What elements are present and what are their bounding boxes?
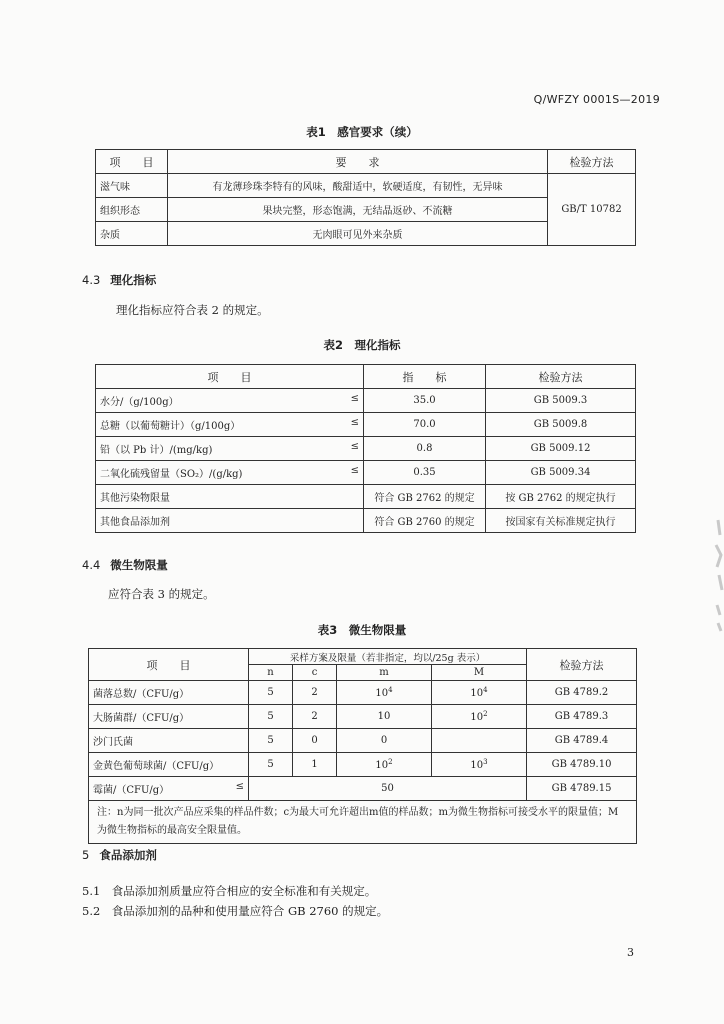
table2-method: GB 5009.8 — [486, 413, 636, 437]
table1 — [95, 149, 636, 246]
table3-method: GB 4789.10 — [527, 753, 637, 777]
table3 — [88, 648, 637, 844]
lte-symbol: ≤ — [350, 465, 359, 476]
table-row — [89, 777, 637, 801]
table2-header-method: 检验方法 — [486, 365, 636, 389]
table3-n: 5 — [249, 681, 293, 705]
table3-n: 5 — [249, 753, 293, 777]
table2-header-value: 指 标 — [364, 365, 486, 389]
table-row — [96, 437, 636, 461]
table3-header-plan: 采样方案及限量（若非指定，均以/25g 表示） — [249, 649, 527, 665]
table1-method: GB/T 10782 — [548, 174, 636, 246]
table2-value: 35.0 — [364, 389, 486, 413]
table3-limit: 50 — [249, 777, 527, 801]
table-row — [96, 509, 636, 533]
table3-c: 2 — [293, 681, 337, 705]
table3-item: 菌落总数/（CFU/g） — [89, 681, 249, 705]
table3-method: GB 4789.4 — [527, 729, 637, 753]
table2-item: 其他食品添加剂 — [96, 509, 364, 533]
clause-5-2: 5.2 食品添加剂的品种和使用量应符合 GB 2760 的规定。 — [82, 904, 389, 918]
table3-header-item: 项 目 — [89, 649, 249, 681]
table1-header-method: 检验方法 — [548, 150, 636, 174]
table3-sub-c: c — [293, 665, 337, 681]
scan-artifact — [710, 515, 724, 635]
table1-req: 有龙薄珍珠李特有的风味，酸甜适中，软硬适度，有韧性，无异味 — [168, 174, 548, 198]
table3-caption: 表3 微生物限量 — [317, 623, 407, 637]
table3-m: 10 — [337, 705, 432, 729]
standard-code: Q/WFZY 0001S—2019 — [533, 93, 660, 106]
table1-req: 果块完整，形态饱满，无结晶返砂、不流糖 — [168, 198, 548, 222]
table2-method: 按国家有关标准规定执行 — [486, 509, 636, 533]
section-4-3-heading — [82, 272, 156, 288]
table-row — [96, 413, 636, 437]
table2-value: 70.0 — [364, 413, 486, 437]
table3-c: 2 — [293, 705, 337, 729]
section-number: 4.3 — [82, 273, 101, 287]
table-row — [96, 389, 636, 413]
table2-value: 0.35 — [364, 461, 486, 485]
table2-method: GB 5009.3 — [486, 389, 636, 413]
table2-item: 水分/（g/100g） — [100, 397, 179, 408]
section-title: 微生物限量 — [110, 558, 168, 572]
table3-c: 1 — [293, 753, 337, 777]
table3-method: GB 4789.15 — [527, 777, 637, 801]
table1-item: 组织形态 — [96, 198, 168, 222]
table3-m: $10^4$ — [337, 681, 432, 705]
section-4-4-text: 应符合表 3 的规定。 — [108, 587, 215, 601]
table3-sub-n: n — [249, 665, 293, 681]
table1-header-req: 要 求 — [168, 150, 548, 174]
table3-M — [432, 729, 527, 753]
lte-symbol: ≤ — [350, 417, 359, 428]
section-4-3-text: 理化指标应符合表 2 的规定。 — [116, 303, 269, 317]
section-number: 4.4 — [82, 558, 101, 572]
table2-value: 符合 GB 2762 的规定 — [364, 485, 486, 509]
table2-value: 0.8 — [364, 437, 486, 461]
table3-item: 霉菌/（CFU/g） — [93, 785, 170, 796]
table3-n: 5 — [249, 705, 293, 729]
table1-item: 滋气味 — [96, 174, 168, 198]
lte-symbol: ≤ — [350, 393, 359, 404]
table3-header-method: 检验方法 — [527, 649, 637, 681]
table3-method: GB 4789.3 — [527, 705, 637, 729]
table2-item: 铅（以 Pb 计）/(mg/kg) — [100, 445, 213, 456]
table-row — [96, 174, 636, 198]
table2-method: 按 GB 2762 的规定执行 — [486, 485, 636, 509]
table3-M: $10^4$ — [432, 681, 527, 705]
table-row — [96, 461, 636, 485]
table1-item: 杂质 — [96, 222, 168, 246]
table2-method: GB 5009.12 — [486, 437, 636, 461]
table1-caption: 表1 感官要求（续） — [306, 125, 418, 139]
table3-item: 金黄色葡萄球菌/（CFU/g） — [89, 753, 249, 777]
clause-5-1: 5.1 食品添加剂质量应符合相应的安全标准和有关规定。 — [82, 884, 377, 898]
table2 — [95, 364, 636, 533]
table2-caption: 表2 理化指标 — [323, 338, 401, 352]
table3-m: $10^2$ — [337, 753, 432, 777]
table3-sub-m: m — [337, 665, 432, 681]
section-title: 理化指标 — [110, 273, 157, 287]
table2-item: 其他污染物限量 — [96, 485, 364, 509]
table2-method: GB 5009.34 — [486, 461, 636, 485]
table1-req: 无肉眼可见外来杂质 — [168, 222, 548, 246]
table2-item: 总糖（以葡萄糖计）（g/100g） — [100, 421, 241, 432]
lte-symbol: ≤ — [235, 781, 244, 792]
section-number: 5 — [82, 848, 90, 862]
table-row — [89, 705, 637, 729]
table-row — [89, 753, 637, 777]
table3-sub-M: M — [432, 665, 527, 681]
section-4-4-heading — [82, 557, 168, 573]
section-5-heading — [82, 847, 157, 863]
page-number: 3 — [627, 946, 634, 959]
table1-header-item: 项 目 — [96, 150, 168, 174]
section-title: 食品添加剂 — [99, 848, 157, 862]
table3-c: 0 — [293, 729, 337, 753]
table-row — [89, 681, 637, 705]
table3-M: $10^3$ — [432, 753, 527, 777]
table-row — [96, 485, 636, 509]
lte-symbol: ≤ — [350, 441, 359, 452]
table3-M: $10^2$ — [432, 705, 527, 729]
table3-item: 沙门氏菌 — [89, 729, 249, 753]
table3-n: 5 — [249, 729, 293, 753]
table3-item: 大肠菌群/（CFU/g） — [89, 705, 249, 729]
table2-header-item: 项 目 — [96, 365, 364, 389]
table3-note: 注：n为同一批次产品应采集的样品件数；c为最大可允许超出m值的样品数；m为微生物指标可接受水平的限量值；M为微生物指标的最高安全限量值。 — [89, 801, 637, 844]
table-row — [89, 729, 637, 753]
table2-value: 符合 GB 2760 的规定 — [364, 509, 486, 533]
table3-m: 0 — [337, 729, 432, 753]
table3-method: GB 4789.2 — [527, 681, 637, 705]
table2-item: 二氧化硫残留量（SO₂）/(g/kg) — [100, 469, 243, 480]
